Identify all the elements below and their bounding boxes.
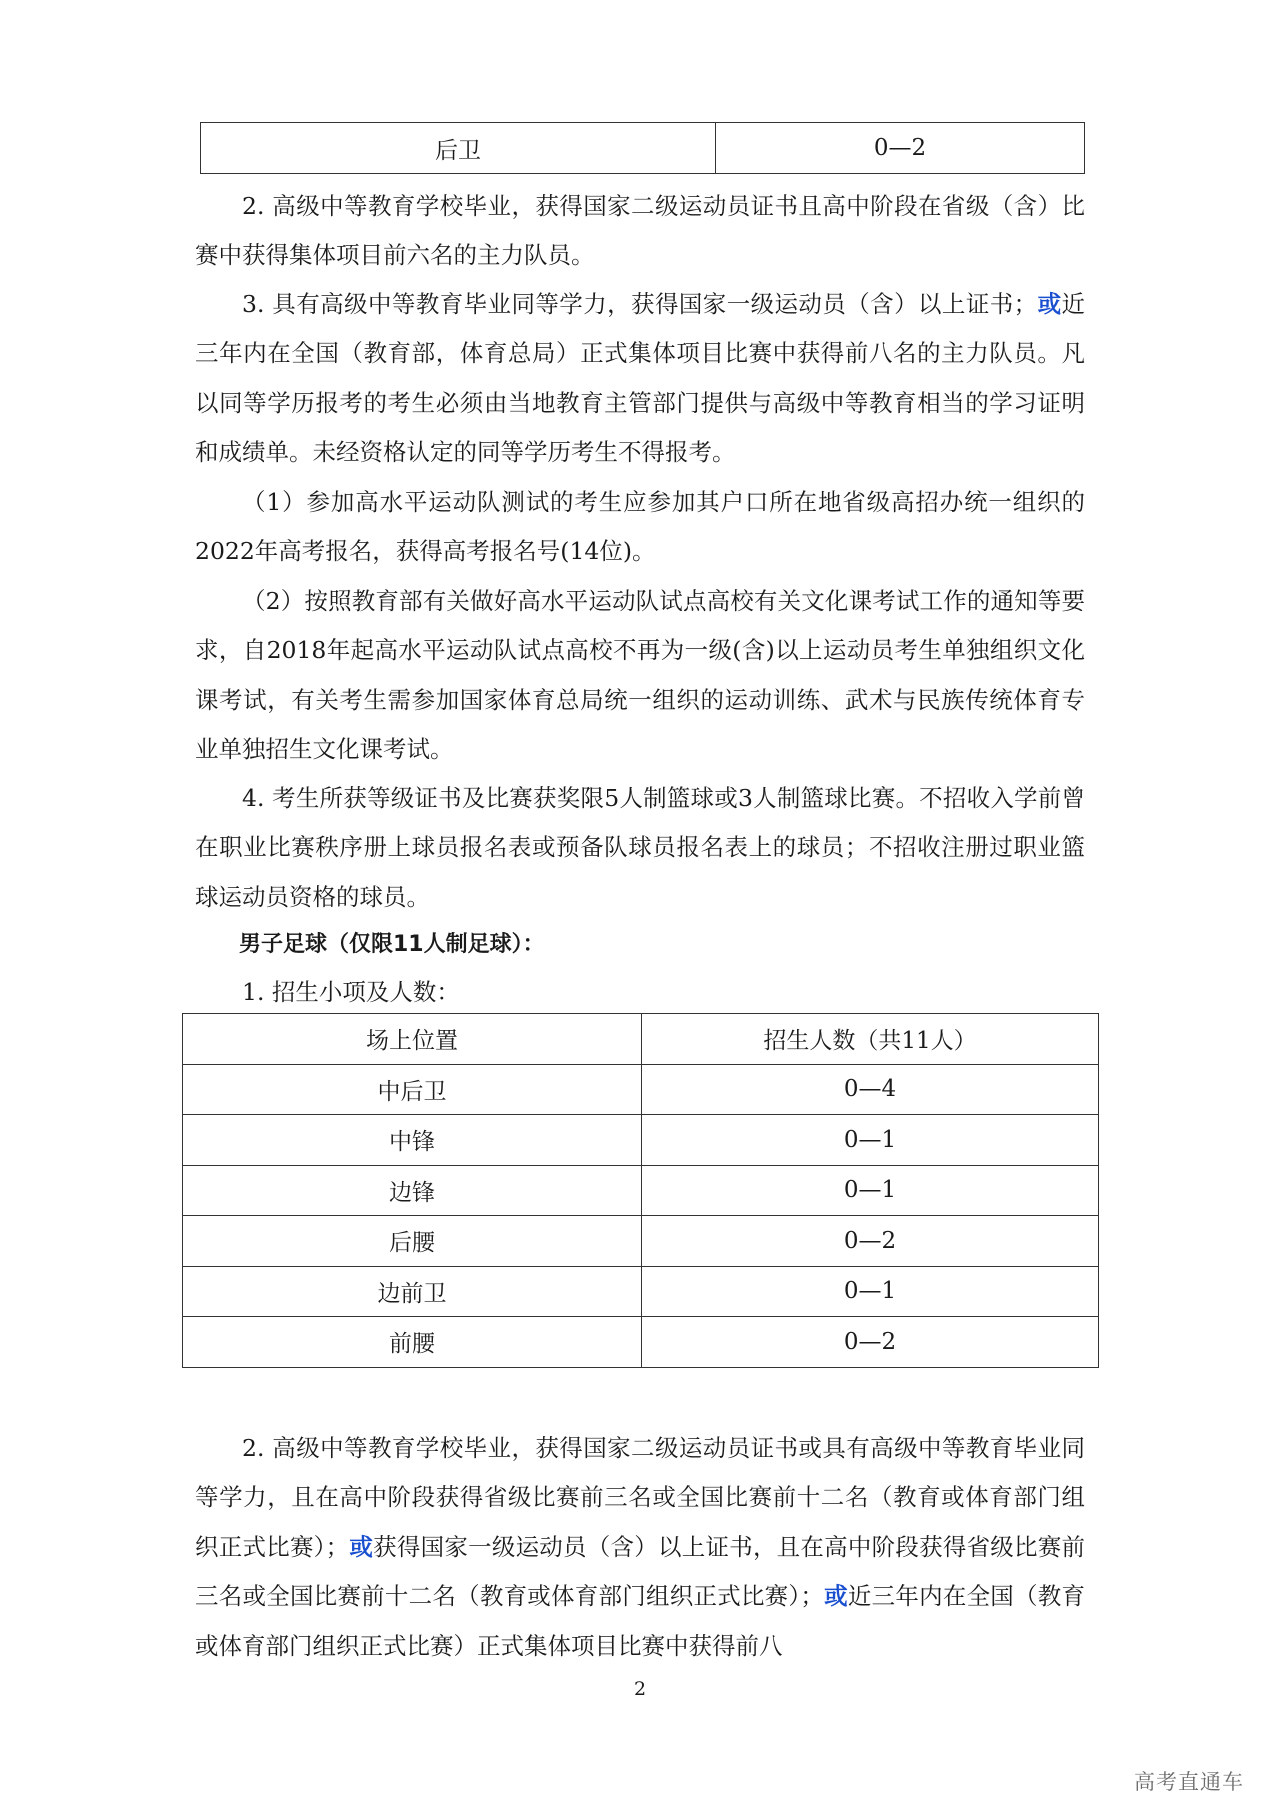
count-cell: 0—1 [642, 1266, 1099, 1317]
position-cell: 后腰 [183, 1216, 642, 1267]
count-cell: 0—2 [642, 1317, 1099, 1368]
paragraph-item-3-1: （1）参加高水平运动队测试的考生应参加其户口所在地省级高招办统一组织的2022年高考报名，获得高考报名号(14位)。 [195, 488, 1085, 566]
paragraph-item-3 [195, 280, 1085, 478]
count-cell: 0—2 [716, 123, 1085, 174]
football-item-2-part-c: 近三年内在全国（教育或体育部门组织正式比赛）正式集体项目比赛中获得前八 [195, 1582, 1086, 1660]
count-cell: 0—1 [642, 1115, 1099, 1166]
or-highlight: 或 [1037, 290, 1062, 318]
count-cell: 0—2 [642, 1216, 1099, 1267]
table-row [201, 123, 1085, 174]
table-header-row [183, 1014, 1099, 1065]
paragraph-item-2: 2. 高级中等教育学校毕业，获得国家二级运动员证书且高中阶段在省级（含）比赛中获得集体项目前六名的主力队员。 [195, 192, 1085, 270]
or-highlight: 或 [349, 1532, 374, 1561]
position-cell: 边前卫 [183, 1266, 642, 1317]
position-cell: 中后卫 [183, 1064, 642, 1115]
basketball-position-table-continued [200, 122, 1085, 174]
paragraph-item-4: 4. 考生所获等级证书及比赛获奖限5人制篮球或3人制篮球比赛。不招收入学前曾在职业比赛秩序册上球员报名表或预备队球员报名表上的球员；不招收注册过职业篮球运动员资格的球员。 [195, 784, 1085, 911]
football-item-1: 1. 招生小项及人数： [242, 978, 460, 1006]
position-cell: 中锋 [183, 1115, 642, 1166]
football-heading: 男子足球（仅限11人制足球）： [239, 932, 545, 957]
table-row [183, 1115, 1099, 1166]
football-item-2-part-b: 获得国家一级运动员（含）以上证书，且在高中阶段获得省级比赛前三名或全国比赛前十二名（教育或体育部门组织正式比赛）； [195, 1532, 1086, 1611]
position-cell: 边锋 [183, 1165, 642, 1216]
football-position-table [182, 1013, 1099, 1368]
count-cell: 0—1 [642, 1165, 1099, 1216]
table-row [183, 1165, 1099, 1216]
table-row [183, 1064, 1099, 1115]
count-cell: 0—4 [642, 1064, 1099, 1115]
football-item-2-part-a: 2. 高级中等教育学校毕业，获得国家二级运动员证书或具有高级中等教育毕业同等学力，且在高中阶段获得省级比赛前三名或全国比赛前十二名（教育或体育部门组织正式比赛）； [195, 1434, 1085, 1561]
table-row [183, 1266, 1099, 1317]
column-header-count: 招生人数（共11人） [642, 1014, 1099, 1065]
football-item-2 [195, 1424, 1085, 1671]
paragraph-item-3-2: （2）按照教育部有关做好高水平运动队试点高校有关文化课考试工作的通知等要求，自2018年起高水平运动队试点高校不再为一级(含)以上运动员考生单独组织文化课考试，有关考生需参加国家体育总局统一组织的运动训练、武术与民族传统体育专业单独招生文化课考试。 [195, 587, 1085, 764]
position-cell: 前腰 [183, 1317, 642, 1368]
page-number: 2 [633, 1678, 647, 1700]
table-row [183, 1317, 1099, 1368]
watermark: 高考直通车 [1134, 1770, 1244, 1794]
paragraph-item-3-part-b: 近三年内在全国（教育部，体育总局）正式集体项目比赛中获得前八名的主力队员。凡以同等学历报考的考生必须由当地教育主管部门提供与高级中等教育相当的学习证明和成绩单。未经资格认定的同等学历考生不得报考。 [195, 290, 1086, 467]
column-header-position: 场上位置 [183, 1014, 642, 1065]
position-cell: 后卫 [201, 123, 716, 174]
or-highlight: 或 [823, 1582, 848, 1611]
paragraph-item-3-part-a: 3. 具有高级中等教育毕业同等学力，获得国家一级运动员（含）以上证书； [242, 290, 1038, 318]
table-row [183, 1216, 1099, 1267]
